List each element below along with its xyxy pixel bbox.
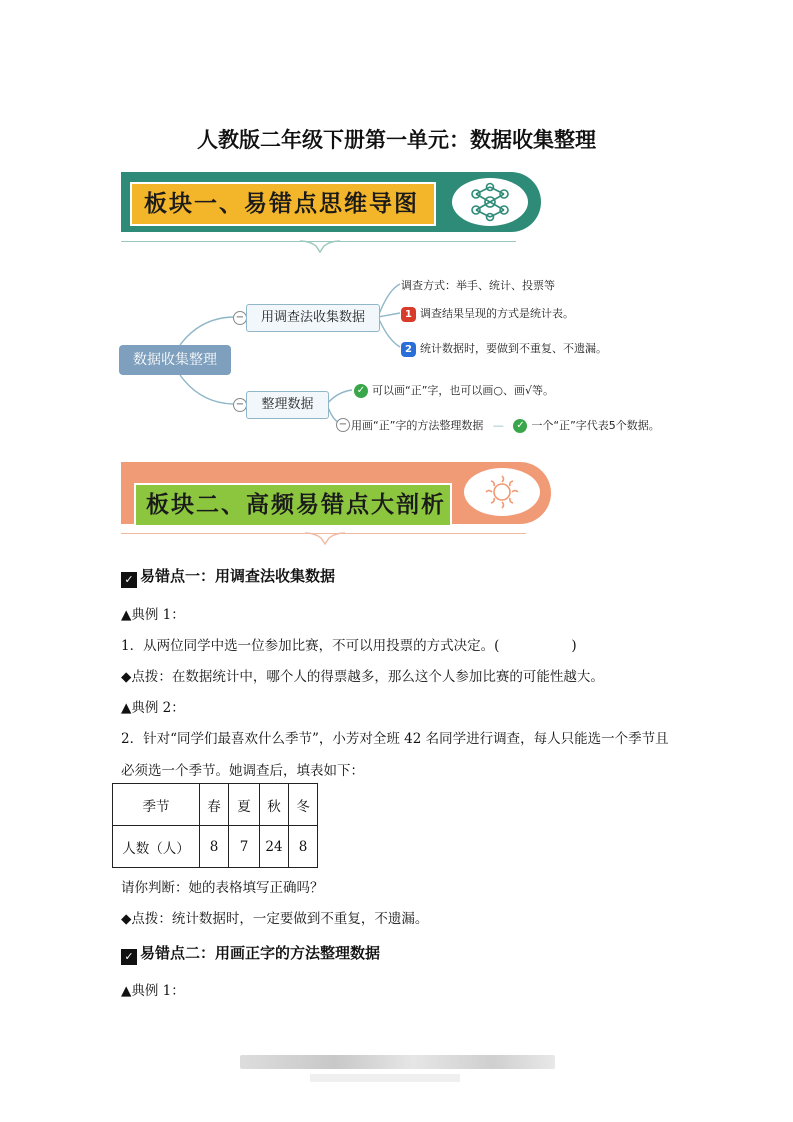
check-circle-icon: ✓ <box>513 419 527 433</box>
table-cell: 秋 <box>260 784 289 826</box>
table-cell: 7 <box>229 826 260 868</box>
mindmap-item-zheng-text: 用画“正”字的方法整理数据 <box>351 419 484 432</box>
number-one-icon: 1 <box>401 307 416 322</box>
table-cell: 24 <box>260 826 289 868</box>
section1-heading-text: 易错点一：用调查法收集数据 <box>140 567 336 585</box>
banner2-brace <box>305 530 345 546</box>
mindmap-item-zheng <box>351 417 660 433</box>
number-two-icon: 2 <box>401 342 416 357</box>
section2-example1-label: ▲典例 1： <box>121 983 185 999</box>
question-1 <box>121 634 577 654</box>
sun-icon <box>464 468 540 516</box>
banner2-label: 板块二、高频易错点大剖析 <box>134 483 452 527</box>
check-circle-icon: ✓ <box>354 384 368 398</box>
mindmap-item-marks <box>354 382 554 398</box>
mindmap-root: 数据收集整理 <box>119 345 231 375</box>
table-row <box>113 826 318 868</box>
question-2-line2: 必须选一个季节。她调查后，填表如下： <box>121 763 364 779</box>
table-cell: 季节 <box>113 784 200 826</box>
table-cell: 夏 <box>229 784 260 826</box>
mindmap-item-no-duplicate-text: 统计数据时，要做到不重复、不遗漏。 <box>420 342 607 355</box>
checkbox-icon: ✓ <box>121 949 137 965</box>
mindmap-item-result <box>401 305 574 322</box>
table-cell: 人数（人） <box>113 826 200 868</box>
mindmap-item-result-text: 调查结果呈现的方式是统计表。 <box>420 307 574 320</box>
mindmap-item-marks-text: 可以画“正”字，也可以画○、画√等。 <box>372 384 555 397</box>
footer-watermark <box>240 1055 555 1069</box>
mindmap-branch-organize: 整理数据 <box>246 391 329 419</box>
tip-2: ◆点拨：统计数据时，一定要做到不重复，不遗漏。 <box>121 911 429 927</box>
mindmap-branch-collect: 用调查法收集数据 <box>246 304 380 332</box>
table-cell: 春 <box>200 784 229 826</box>
mindmap-item-no-duplicate <box>401 340 607 357</box>
page-title: 人教版二年级下册第一单元：数据收集整理 <box>197 128 596 152</box>
banner1-label: 板块一、易错点思维导图 <box>130 182 436 226</box>
section1-heading <box>121 565 335 588</box>
collapse-icon[interactable]: − <box>336 418 350 432</box>
tip-1: ◆点拨：在数据统计中，哪个人的得票越多，那么这个人参加比赛的可能性越大。 <box>121 669 604 685</box>
question-2-line1: 2．针对“同学们最喜欢什么季节”，小芳对全班 42 名同学进行调查，每人只能选一个季节且 <box>121 731 669 747</box>
question-2-ask: 请你判断：她的表格填写正确吗？ <box>121 880 324 896</box>
question-1-close: ) <box>571 638 577 654</box>
mindmap-item-zheng-sub: 一个“正”字代表5个数据。 <box>531 419 660 432</box>
example2-label: ▲典例 2： <box>121 700 185 716</box>
footer-watermark-sub <box>310 1074 460 1082</box>
example1-label: ▲典例 1： <box>121 607 185 623</box>
question-1-text: 1．从两位同学中选一位参加比赛，不可以用投票的方式决定。( <box>121 638 500 654</box>
mindmap-item-survey-methods: 调查方式：举手、统计、投票等 <box>401 279 555 292</box>
table-cell: 8 <box>200 826 229 868</box>
table-cell: 冬 <box>289 784 318 826</box>
table-cell: 8 <box>289 826 318 868</box>
collapse-icon[interactable]: − <box>233 311 247 325</box>
collapse-icon[interactable]: − <box>233 398 247 412</box>
mindmap-connector-dash: — <box>492 419 504 432</box>
season-table <box>112 783 318 868</box>
table-row <box>113 784 318 826</box>
checkbox-icon: ✓ <box>121 572 137 588</box>
section2-heading-text: 易错点二：用画正字的方法整理数据 <box>140 944 381 962</box>
section2-heading <box>121 942 380 965</box>
